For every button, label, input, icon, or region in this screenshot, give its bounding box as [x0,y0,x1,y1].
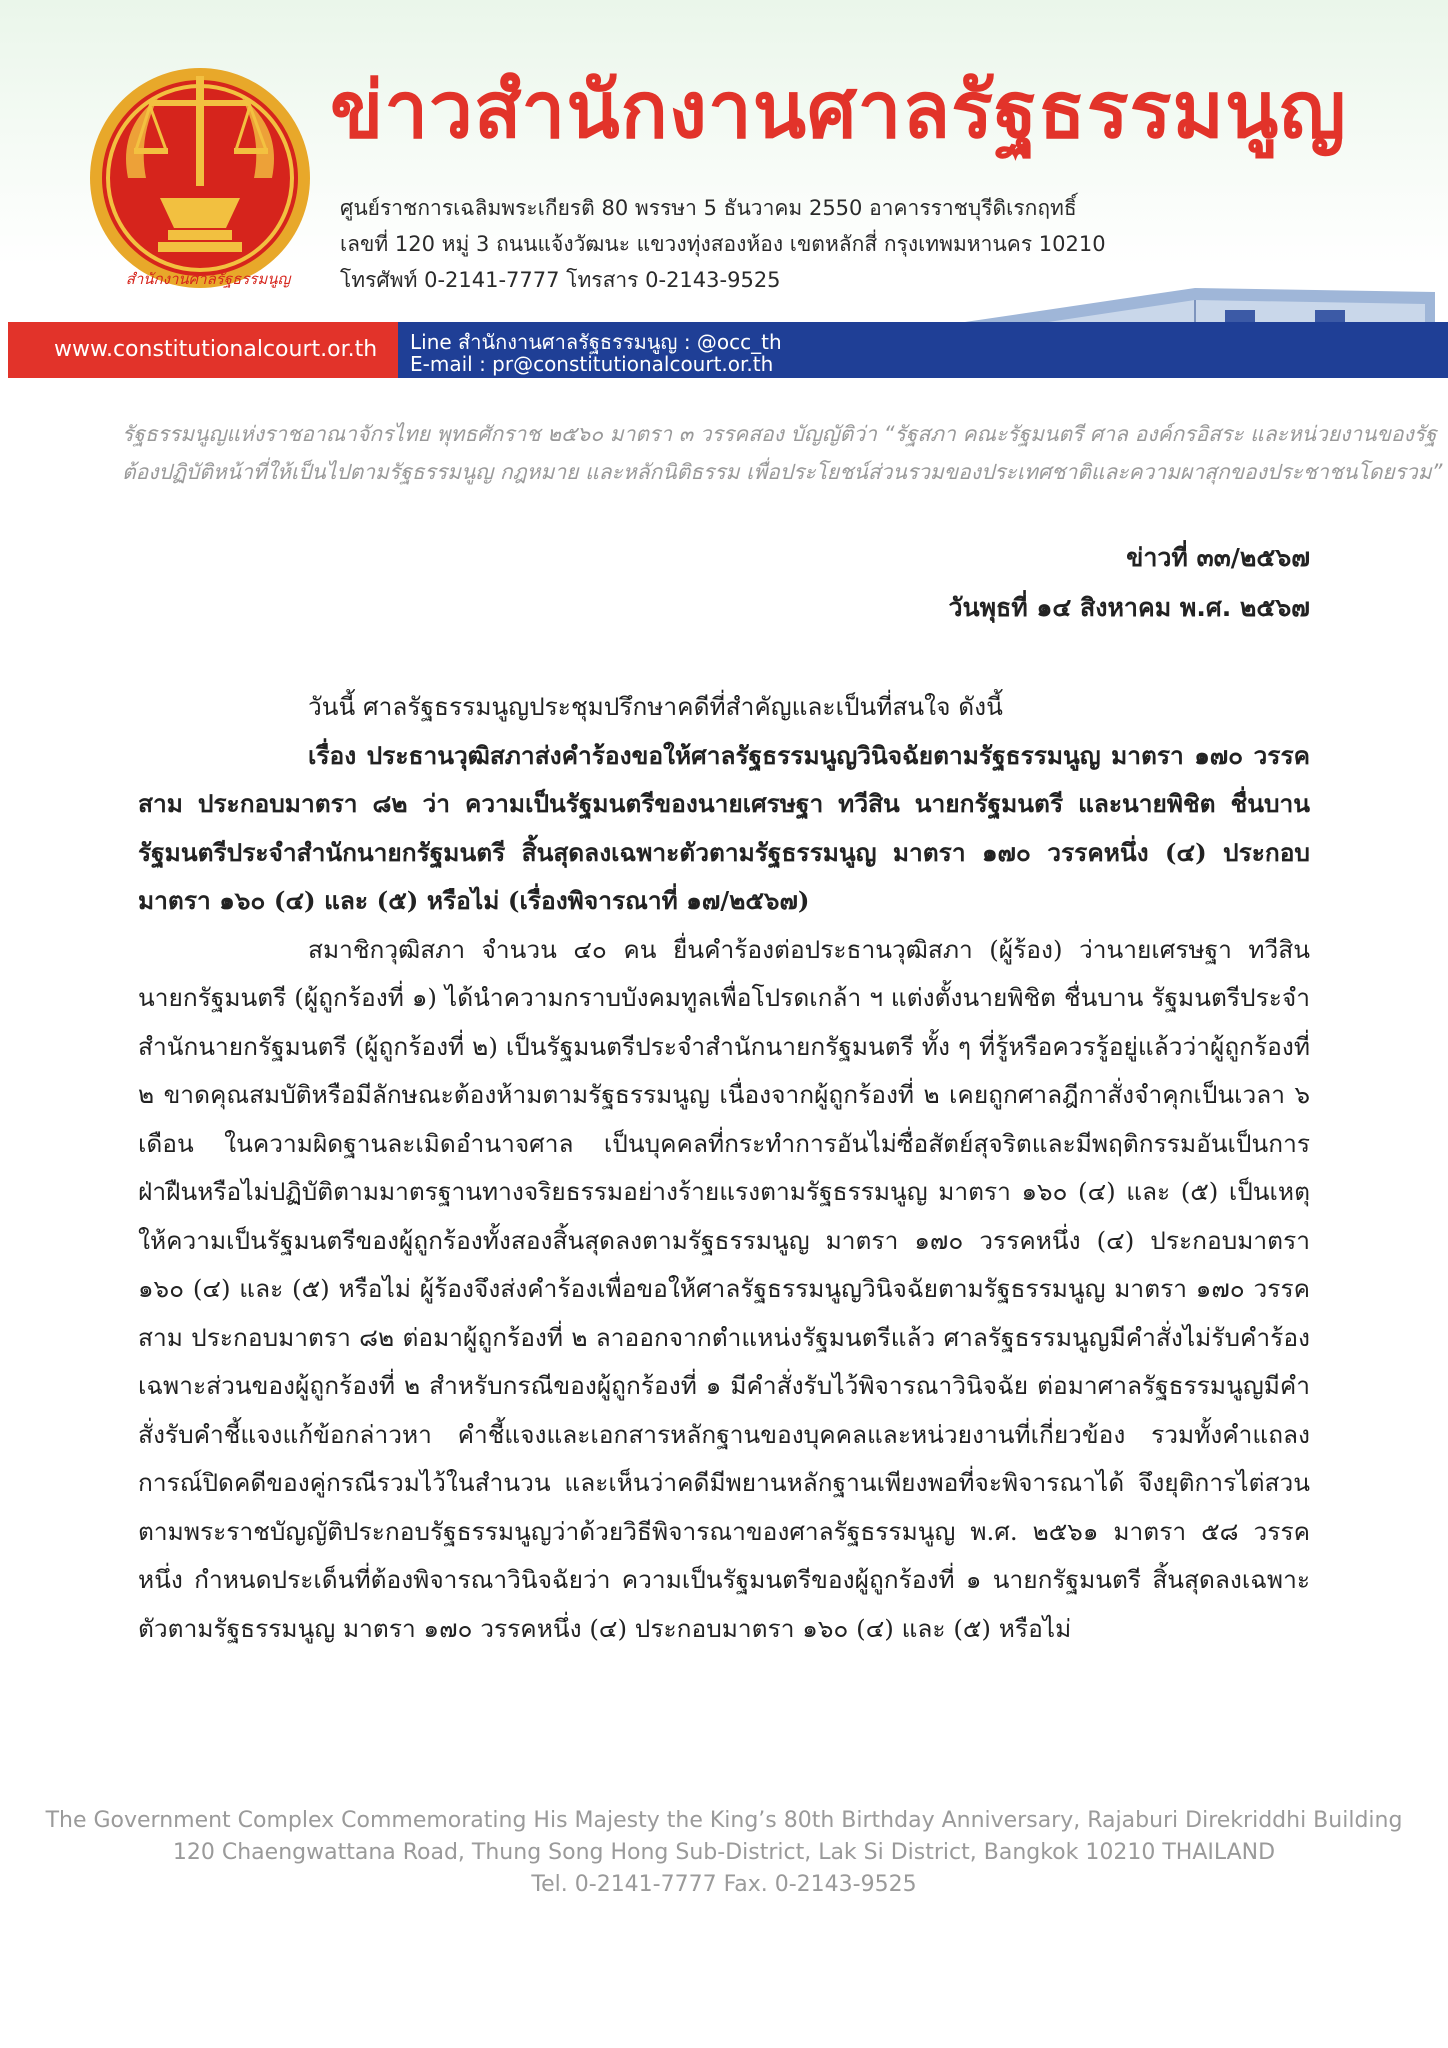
news-date: วันพุธที่ ๑๔ สิงหาคม พ.ศ. ๒๕๖๗ [948,593,1310,622]
subject-paragraph: เรื่อง ประธานวุฒิสภาส่งคำร้องขอให้ศาลรัฐธรรมนูญวินิจฉัยตามรัฐธรรมนูญ มาตรา ๑๗๐ วรรคสาม ประกอบมาตรา ๘๒ ว่า ความเป็นรัฐมนตรีของนายเศรษฐา ทวีสิน นายกรัฐมนตรี และนายพิชิต ชื่นบาน รัฐมนตรีประจำสำนักนายกรัฐมนตรี สิ้นสุดลงเฉพาะตัวตามรัฐธรรมนูญ มาตรา ๑๗๐ วรรคหนึ่ง (๔) ประกอบมาตรา ๑๖๐ (๔) และ (๕) หรือไม่ (เรื่องพิจารณาที่ ๑๗/๒๕๖๗) [138,740,1310,915]
news-body [138,683,1310,1653]
constitution-quote-line-2: ต้องปฏิบัติหน้าที่ให้เป็นไปตามรัฐธรรมนูญ กฎหมาย และหลักนิติธรรม เพื่อประโยชน์ส่วนรวมของประเทศชาติและความผาสุกของประชาชนโดยรวม” [122,460,1443,484]
seal-text: สำนักงานศาลรัฐธรรมนูญ [125,270,291,288]
footer-line-3: Tel. 0-2141-7777 Fax. 0-2143-9525 [531,1872,917,1897]
case-paragraph: สมาชิกวุฒิสภา จำนวน ๔๐ คน ยื่นคำร้องต่อประธานวุฒิสภา (ผู้ร้อง) ว่านายเศรษฐา ทวีสิน นายกรัฐมนตรี (ผู้ถูกร้องที่ ๑) ได้นำความกราบบังคมทูลเพื่อโปรดเกล้า ฯ แต่งตั้งนายพิชิต ชื่นบาน รัฐมนตรีประจำสำนักนายกรัฐมนตรี (ผู้ถูกร้องที่ ๒) เป็นรัฐมนตรีประจำสำนักนายกรัฐมนตรี ทั้ง ๆ ที่รู้หรือควรรู้อยู่แล้วว่าผู้ถูกร้องที่ ๒ ขาดคุณสมบัติหรือมีลักษณะต้องห้ามตามรัฐธรรมนูญ เนื่องจากผู้ถูกร้องที่ ๒ เคยถูกศาลฎีกาสั่งจำคุกเป็นเวลา ๖ เดือน ในความผิดฐานละเมิดอำนาจศาล เป็นบุคคลที่กระทำการอันไม่ซื่อสัตย์สุจริตและมีพฤติกรรมอันเป็นการฝ่าฝืนหรือไม่ปฏิบัติตามมาตรฐานทางจริยธรรมอย่างร้ายแรงตามรัฐธรรมนูญ มาตรา ๑๖๐ (๔) และ (๕) เป็นเหตุให้ความเป็นรัฐมนตรีของผู้ถูกร้องทั้งสองสิ้นสุดลงตามรัฐธรรมนูญ มาตรา ๑๗๐ วรรคหนึ่ง (๔) ประกอบมาตรา ๑๖๐ (๔) และ (๕) หรือไม่ ผู้ร้องจึงส่งคำร้องเพื่อขอให้ศาลรัฐธรรมนูญวินิจฉัยตามรัฐธรรมนูญ มาตรา ๑๗๐ วรรคสาม ประกอบมาตรา ๘๒ ต่อมาผู้ถูกร้องที่ ๒ ลาออกจากตำแหน่งรัฐมนตรีแล้ว ศาลรัฐธรรมนูญมีคำสั่งไม่รับคำร้องเฉพาะส่วนของผู้ถูกร้องที่ ๒ สำหรับกรณีของผู้ถูกร้องที่ ๑ มีคำสั่งรับไว้พิจารณาวินิจฉัย ต่อมาศาลรัฐธรรมนูญมีคำสั่งรับคำชี้แจงแก้ข้อกล่าวหา คำชี้แจงและเอกสารหลักฐานของบุคคลและหน่วยงานที่เกี่ยวข้อง รวมทั้งคำแถลงการณ์ปิดคดีของคู่กรณีรวมไว้ในสำนวน และเห็นว่าคดีมีพยานหลักฐานเพียงพอที่จะพิจารณาได้ จึงยุติการไต่สวนตามพระราชบัญญัติประกอบรัฐธรรมนูญว่าด้วยวิธีพิจารณาของศาลรัฐธรรมนูญ พ.ศ. ๒๕๖๑ มาตรา ๕๘ วรรคหนึ่ง กำหนดประเด็นที่ต้องพิจารณาวินิจฉัยว่า ความเป็นรัฐมนตรีของผู้ถูกร้องที่ ๑ นายกรัฐมนตรี สิ้นสุดลงเฉพาะตัวตามรัฐธรรมนูญ มาตรา ๑๗๐ วรรคหนึ่ง (๔) ประกอบมาตรา ๑๖๐ (๔) และ (๕) หรือไม่ [138,934,1310,1643]
news-number: ข่าวที่ ๓๓/๒๕๖๗ [1126,543,1310,572]
website-link[interactable]: www.constitutionalcourt.or.th [8,322,398,378]
letterhead [0,0,1448,380]
phone-fax-line: โทรศัพท์ 0-2141-7777 โทรสาร 0-2143-9525 [340,268,781,292]
line-contact: Line สำนักงานศาลรัฐธรรมนูญ : @occ_th [410,330,782,354]
email-contact[interactable]: E-mail : pr@constitutionalcourt.or.th [410,352,774,376]
intro-paragraph: วันนี้ ศาลรัฐธรรมนูญประชุมปรึกษาคดีที่สำคัญและเป็นที่สนใจ ดังนี้ [308,692,1003,721]
footer-line-2: 120 Chaengwattana Road, Thung Song Hong Sub-District, Lak Si District, Bangkok 10210 THAILAND [172,1840,1276,1865]
address-line-2: เลขที่ 120 หมู่ 3 ถนนแจ้งวัฒนะ แขวงทุ่งสองห้อง เขตหลักสี่ กรุงเทพมหานคร 10210 [340,232,1106,256]
address-line-1: ศูนย์ราชการเฉลิมพระเกียรติ 80 พรรษา 5 ธันวาคม 2550 อาคารราชบุรีดิเรกฤทธิ์ [340,196,1077,220]
constitutional-court-seal-icon [88,58,313,308]
footer-line-1: The Government Complex Commemorating His Majesty the King’s 80th Birthday Anniversary, Rajaburi Direkriddhi Building [45,1808,1403,1833]
page-title: ข่าวสำนักงานศาลรัฐธรรมนูญ [330,66,1347,156]
constitution-quote-line-1: รัฐธรรมนูญแห่งราชอาณาจักรไทย พุทธศักราช ๒๕๖๐ มาตรา ๓ วรรคสอง บัญญัติว่า “รัฐสภา คณะรัฐมนตรี ศาล องค์กรอิสระ และหน่วยงานของรัฐ [122,422,1437,446]
